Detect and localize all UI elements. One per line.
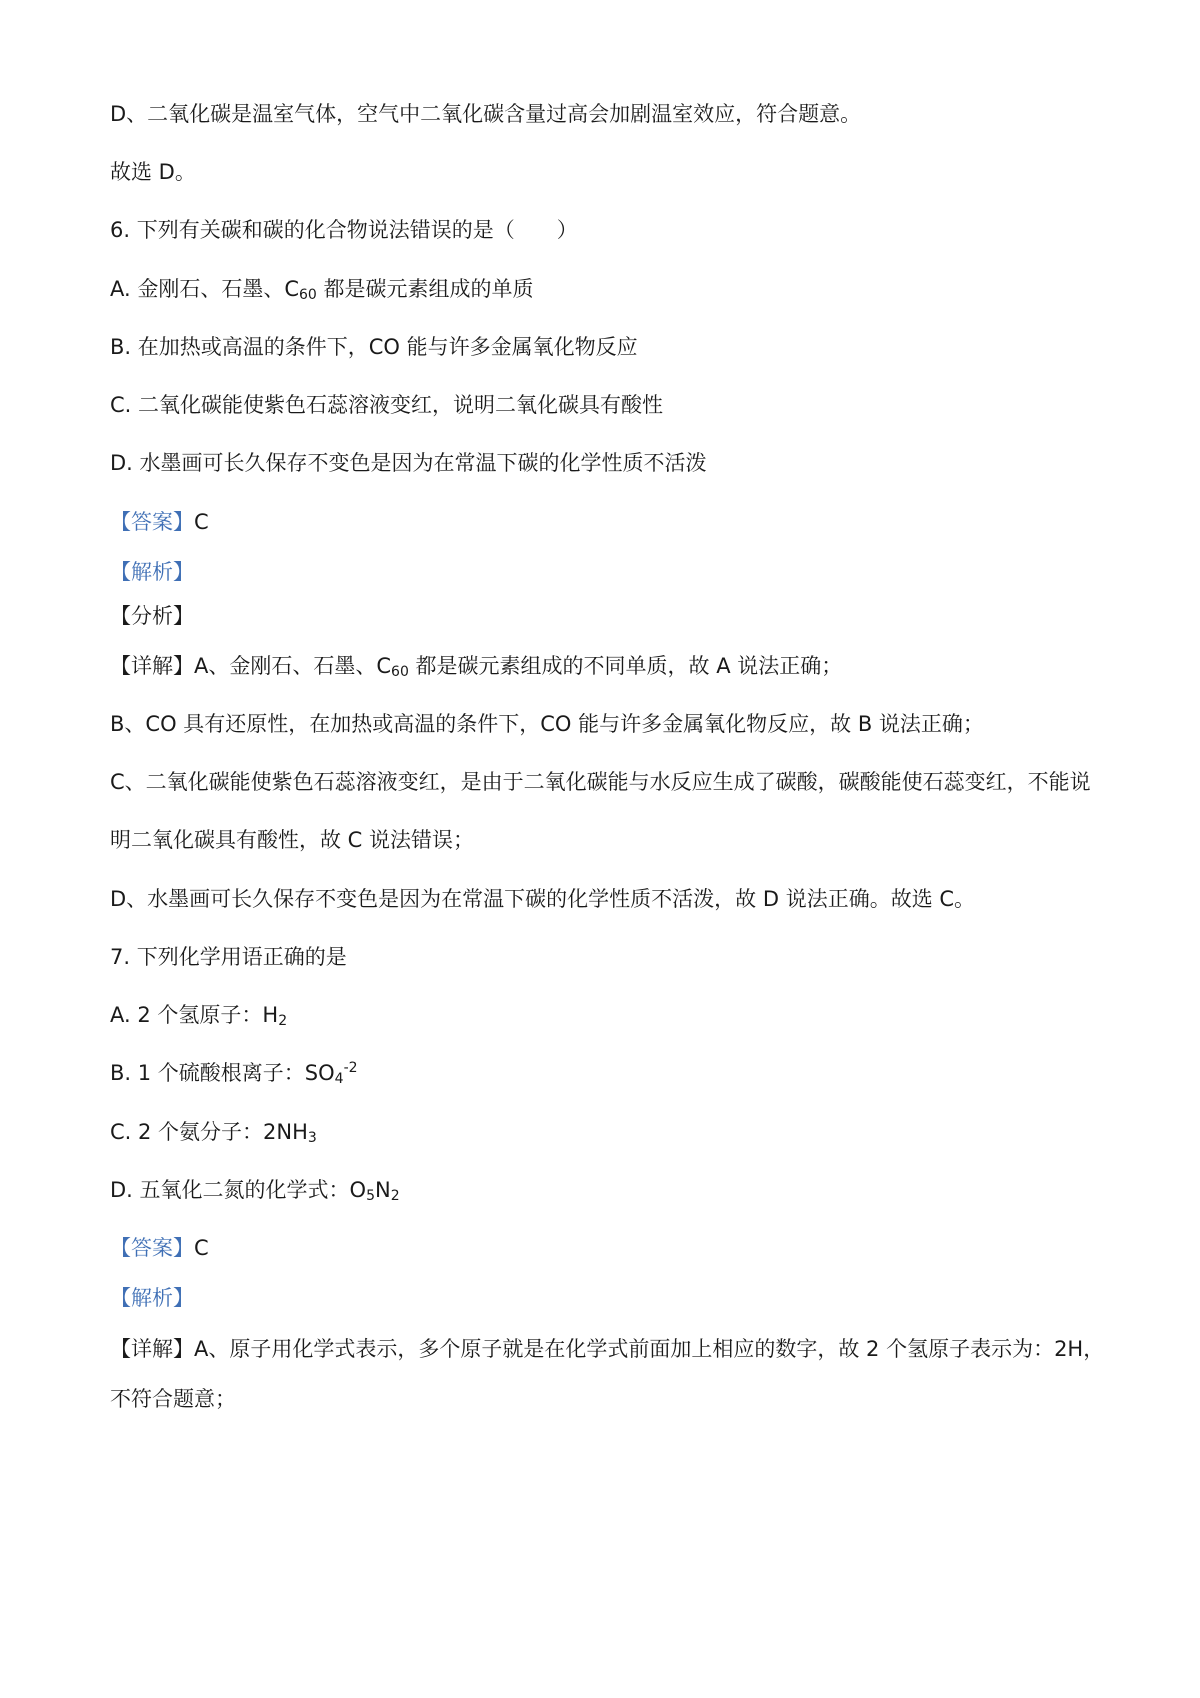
detail-line: 【详解】A、金刚石、石墨、$C_{60}$ 都是碳元素组成的不同单质，故 A 说法正确； xyxy=(110,654,843,680)
detail-line: 明二氧化碳具有酸性，故 C 说法错误； xyxy=(110,828,475,852)
detail-line: C、二氧化碳能使紫色石蕊溶液变红，是由于二氧化碳能与水反应生成了碳酸，碳酸能使石蕊变红，不能说 xyxy=(110,770,1091,794)
question-6-stem: 6. 下列有关碳和碳的化合物说法错误的是（ ） xyxy=(110,218,578,242)
detail-line: 【详解】A、原子用化学式表示，多个原子就是在化学式前面加上相应的数字，故 2 个氢原子表示为：2H， xyxy=(110,1337,1105,1361)
question-7-option-b: B. 1 个硫酸根离子：$SO_4^{-2}$ xyxy=(110,1060,358,1087)
detail-line: B、CO 具有还原性，在加热或高温的条件下，CO 能与许多金属氧化物反应，故 B 说法正确； xyxy=(110,712,984,736)
answer-label: 【答案】C xyxy=(110,510,209,534)
answer-label: 【答案】C xyxy=(110,1236,209,1260)
question-6-option-c: C. 二氧化碳能使紫色石蕊溶液变红，说明二氧化碳具有酸性 xyxy=(110,393,664,417)
question-7-option-a: A. 2 个氢原子：$H_2$ xyxy=(110,1003,288,1029)
question-6-option-b: B. 在加热或高温的条件下，CO 能与许多金属氧化物反应 xyxy=(110,335,638,359)
detail-line: D、水墨画可长久保存不变色是因为在常温下碳的化学性质不活泼，故 D 说法正确。故选 C。 xyxy=(110,887,976,911)
analysis-label: 【解析】 xyxy=(110,1286,194,1310)
text-line: D、二氧化碳是温室气体，空气中二氧化碳含量过高会加剧温室效应，符合题意。 xyxy=(110,102,862,126)
question-7-option-c: C. 2 个氨分子：$2NH_3$ xyxy=(110,1120,317,1146)
text-line: 故选 D。 xyxy=(110,160,196,184)
question-7-stem: 7. 下列化学用语正确的是 xyxy=(110,945,347,969)
question-7-option-d: D. 五氧化二氮的化学式：$O_5N_2$ xyxy=(110,1178,400,1204)
fenxi-label: 【分析】 xyxy=(110,604,194,628)
detail-line: 不符合题意； xyxy=(110,1387,236,1411)
question-6-option-d: D. 水墨画可长久保存不变色是因为在常温下碳的化学性质不活泼 xyxy=(110,451,707,475)
analysis-label: 【解析】 xyxy=(110,560,194,584)
question-6-option-a: A. 金刚石、石墨、$C_{60}$ 都是碳元素组成的单质 xyxy=(110,277,534,303)
